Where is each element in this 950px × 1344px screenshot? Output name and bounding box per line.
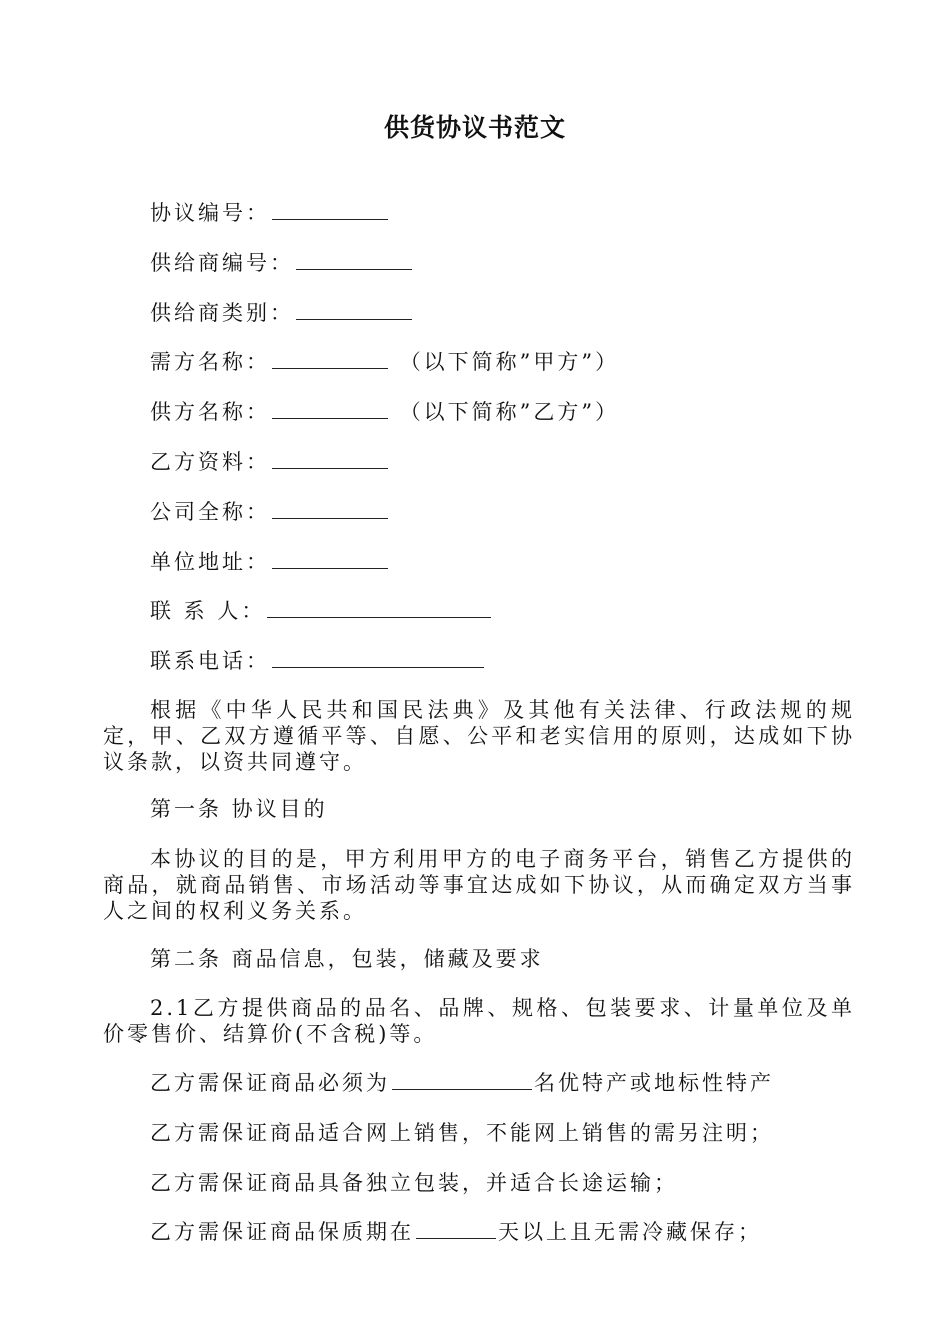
seller-name-blank <box>272 400 388 419</box>
supplier-number-blank <box>296 251 412 270</box>
supplier-number-line <box>150 250 414 276</box>
buyer-name-blank <box>272 350 388 369</box>
requirement-4-prefix: 乙方需保证商品保质期在 <box>150 1220 414 1244</box>
contact-label: 联 系 人： <box>150 599 266 623</box>
address-line <box>150 549 390 575</box>
company-name-label: 公司全称： <box>150 500 270 524</box>
supplier-number-label: 供给商编号： <box>150 251 294 275</box>
company-name-blank <box>272 500 388 519</box>
requirement-4 <box>150 1219 762 1245</box>
seller-name-line <box>150 399 619 425</box>
seller-info-label: 乙方资料： <box>150 450 270 474</box>
article1-title: 第一条 协议目的 <box>150 797 328 821</box>
requirement-4-blank <box>416 1220 496 1239</box>
document-title: 供货协议书范文 <box>383 113 566 142</box>
seller-info-line <box>150 449 390 475</box>
requirement-1-blank <box>392 1071 532 1090</box>
company-name-line <box>150 499 390 525</box>
buyer-note: （以下简称”甲方”） <box>399 350 620 374</box>
supplier-type-line <box>150 300 414 326</box>
requirement-4-suffix: 天以上且无需冷藏保存； <box>498 1220 762 1244</box>
agreement-number-blank <box>272 201 388 220</box>
requirement-1-suffix: 名优特产或地标性特产 <box>534 1071 774 1095</box>
phone-label: 联系电话： <box>150 649 270 673</box>
seller-info-blank <box>272 450 388 469</box>
supplier-type-blank <box>296 301 412 320</box>
contact-blank <box>267 599 491 618</box>
article1-body: 本协议的目的是，甲方利用甲方的电子商务平台，销售乙方提供的商品，就商品销售、市场活动等事宜达成如下协议，从而确定双方当事人之间的权利义务关系。 <box>103 847 855 923</box>
buyer-name-label: 需方名称： <box>150 350 270 374</box>
buyer-name-line <box>150 349 619 375</box>
requirement-2: 乙方需保证商品适合网上销售，不能网上销售的需另注明； <box>150 1121 774 1145</box>
phone-line <box>150 648 486 674</box>
agreement-number-label: 协议编号： <box>150 201 270 225</box>
agreement-number-line <box>150 200 390 226</box>
address-blank <box>272 550 388 569</box>
phone-blank <box>272 649 484 668</box>
contact-line <box>150 598 493 624</box>
intro-paragraph: 根据《中华人民共和国民法典》及其他有关法律、行政法规的规定，甲、乙双方遵循平等、自愿、公平和老实信用的原则，达成如下协议条款，以资共同遵守。 <box>103 698 855 774</box>
article2-clause-1: 2.1乙方提供商品的品名、品牌、规格、包装要求、计量单位及单价零售价、结算价(不含税)等。 <box>103 996 855 1046</box>
supplier-type-label: 供给商类别： <box>150 301 294 325</box>
seller-name-label: 供方名称： <box>150 400 270 424</box>
requirement-3: 乙方需保证商品具备独立包装，并适合长途运输； <box>150 1171 678 1195</box>
address-label: 单位地址： <box>150 550 270 574</box>
article2-title: 第二条 商品信息，包装，储藏及要求 <box>150 947 544 971</box>
requirement-1-prefix: 乙方需保证商品必须为 <box>150 1071 390 1095</box>
requirement-1 <box>150 1070 774 1096</box>
seller-note: （以下简称”乙方”） <box>399 400 620 424</box>
